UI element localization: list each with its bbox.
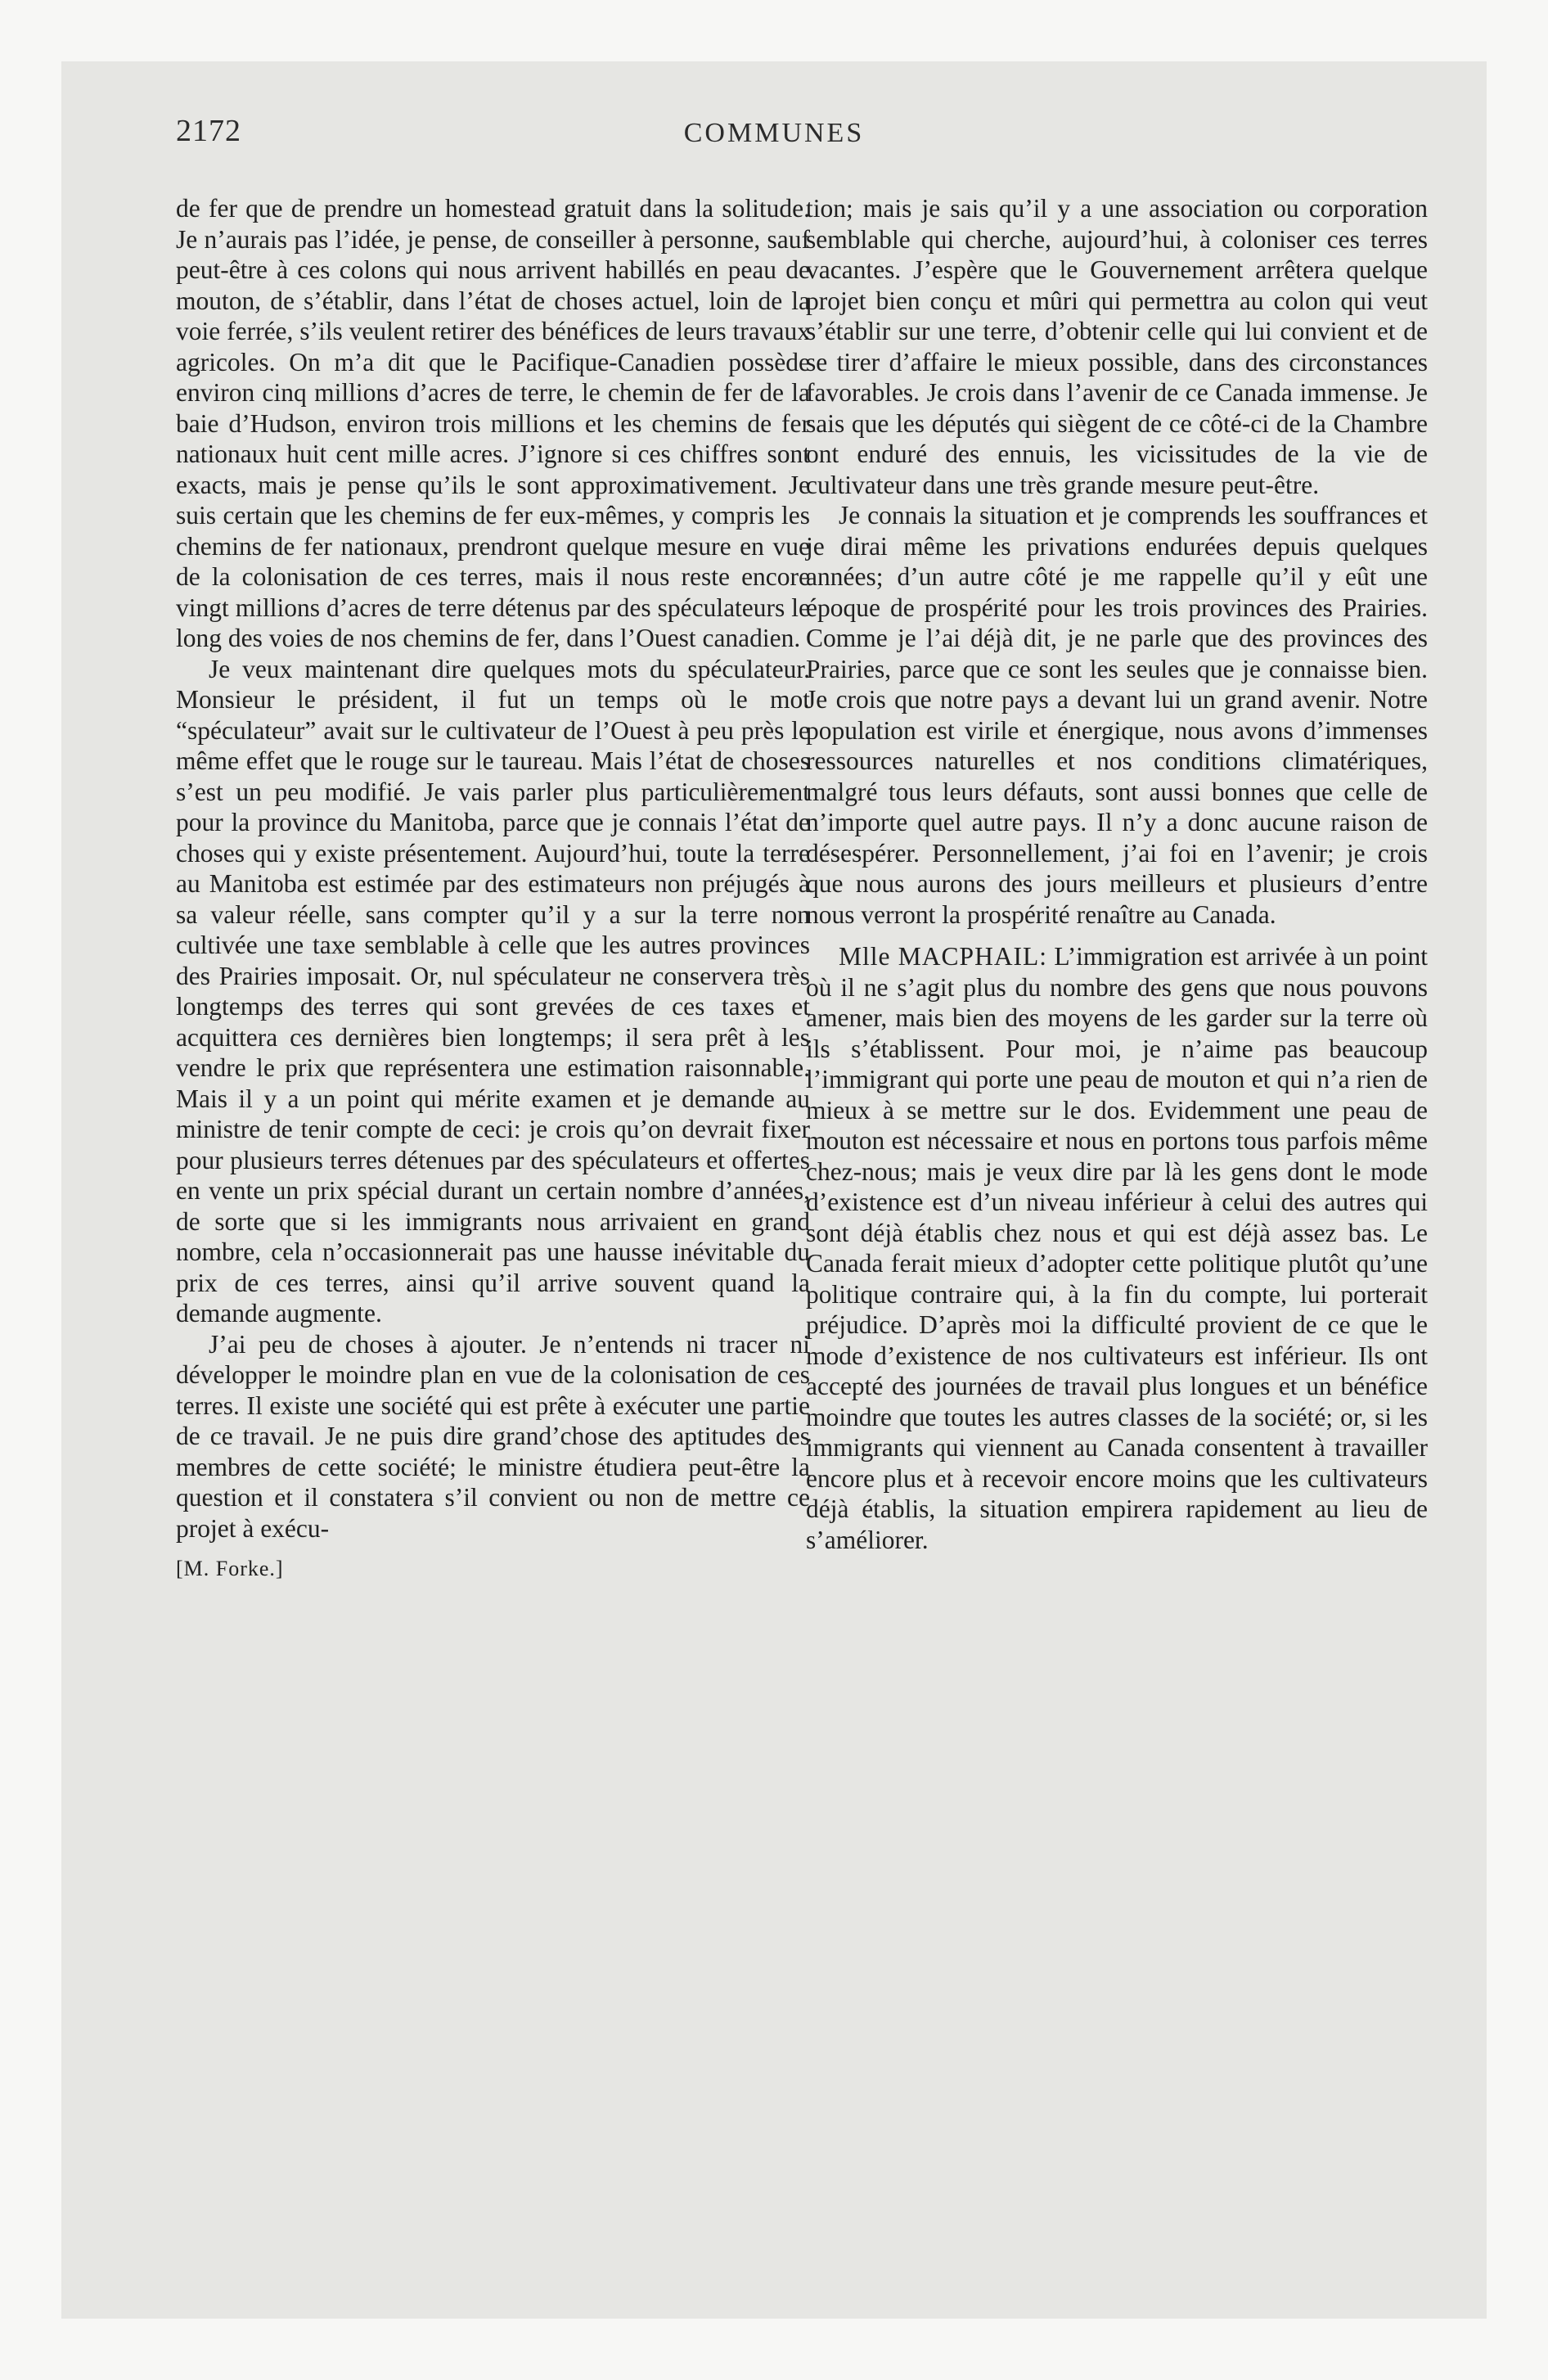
page-number: 2172 (176, 114, 241, 148)
paragraph: de fer que de prendre un homestead gratuit dans la solitude. Je n’aurais pas l’idée, je pense, de conseiller à personne, sauf peut-être à ces colons qui nous arrivent habillés en peau de mouton, de s’établir, dans l’état de choses actuel, loin de la voie ferrée, s’ils veulent retirer des bénéfices de leurs travaux agricoles. On m’a dit que le Pacifique-Canadien possède environ cinq millions d’acres de terre, le chemin de fer de la baie d’Hudson, environ trois millions et les chemins de fer nationaux huit cent mille acres. J’ignore si ces chiffres sont exacts, mais je pense qu’ils le sont approximativement. Je suis certain que les chemins de fer eux-mêmes, y compris les chemins de fer nationaux, prendront quelque mesure en vue de la colonisation de ces terres, mais il nous reste encore vingt millions d’acres de terre détenus par des spéculateurs le long des voies de nos chemins de fer, dans l’Ouest canadien. (176, 194, 810, 652)
paragraph: J’ai peu de choses à ajouter. Je n’entends ni tracer ni développer le moindre plan en vue de la colonisation de ces terres. Il existe une société qui est prête à exécuter une partie de ce travail. Je ne puis dire grand’chose des aptitudes des membres de cette société; le ministre étudiera peut-être la question et il constatera s’il convient ou non de mettre ce projet à exécu- (176, 1329, 810, 1543)
paragraph: tion; mais je sais qu’il y a une association ou corporation semblable qui cherche, aujourd’hui, à coloniser ces terres vacantes. J’espère que le Gouvernement arrêtera quelque projet bien conçu et mûri qui permettra au colon qui veut s’établir sur une terre, d’obtenir celle qui lui convient et de se tirer d’affaire le mieux possible, dans des circonstances favorables. Je crois dans l’avenir de ce Canada immense. Je sais que les députés qui siègent de ce côté-ci de la Chambre ont enduré des ennuis, les vicissitudes de la vie de cultivateur dans une très grande mesure peut-être. (806, 194, 1428, 499)
running-title: COMMUNES (683, 118, 865, 148)
paragraph-speech (806, 941, 1428, 1555)
speaker-attribution: [M. Forke.] (176, 1557, 284, 1580)
paragraph: Je connais la situation et je comprends les souffrances et je dirai même les privations endurées depuis quelques années; d’un autre côté je me rappelle qu’il y eût une époque de prospérité pour les trois provinces des Prairies. Comme je l’ai déjà dit, je ne parle que des provinces des Prairies, parce que ce sont les seules que je connaisse bien. Je crois que notre pays a devant lui un grand avenir. Notre population est virile et énergique, nous avons d’immenses ressources naturelles et nos conditions climatériques, malgré tous leurs défauts, sont aussi bonnes que celle de n’importe quel autre pays. Il n’y a donc aucune raison de désespérer. Personnellement, j’ai foi en l’avenir; je crois que nous aurons des jours meilleurs et plusieurs d’entre nous verront la prospérité renaître au Canada. (806, 501, 1428, 929)
paragraph: Je veux maintenant dire quelques mots du spéculateur. Monsieur le président, il fut un temps où le mot “spéculateur” avait sur le cultivateur de l’Ouest à peu près le même effet que le rouge sur le taureau. Mais l’état de choses s’est un peu modifié. Je vais parler plus particulièrement pour la province du Manitoba, parce que je connais l’état de choses qui y existe présentement. Aujourd’hui, toute la terre au Manitoba est estimée par des estimateurs non préjugés à sa valeur réelle, sans compter qu’il y a sur la terre non cultivée une taxe semblable à celle que les autres provinces des Prairies imposait. Or, nul spéculateur ne conservera très longtemps des terres qui sont grevées de ces taxes et acquittera ces dernières bien longtemps; il sera prêt à les vendre le prix que représentera une estimation raisonnable. Mais il y a un point qui mérite examen et je demande au ministre de tenir compte de ceci: je crois qu’on devrait fixer pour plusieurs terres détenues par des spéculateurs et offertes en vente un prix spécial durant un certain nombre d’années, de sorte que si les immigrants nous arrivaient en grand nombre, cela n’occasionnerait pas une hausse inévitable du prix de ces terres, ainsi qu’il arrive souvent quand la demande augmente. (176, 654, 810, 1327)
right-column (806, 193, 1428, 1555)
speaker-name: Mlle MACPHAIL: (839, 942, 1048, 971)
left-column (176, 193, 810, 1584)
speech-text: L’immigration est arrivée à un point où il ne s’agit plus du nombre des gens que nous pouvons amener, mais bien des moyens de les garder sur la terre où ils s’établissent. Pour moi, je n’aime pas beaucoup l’immigrant qui porte une peau de mouton et qui n’a rien de mieux à se mettre sur le dos. Evidemment une peau de mouton est nécessaire et nous en portons tous parfois même chez-nous; mais je veux dire par là les gens dont le mode d’existence est d’un niveau inférieur à celui des autres qui sont déjà établis chez nous et qui est déjà assez bas. Le Canada ferait mieux d’adopter cette politique plutôt qu’une politique contraire qui, à la fin du compte, lui porterait préjudice. D’après moi la difficulté provient de ce que le mode d’existence de nos cultivateurs est inférieur. Ils ont accepté des journées de travail plus longues et un bénéfice moindre que toutes les autres classes de la société; or, si les immigrants qui viennent au Canada consentent à travailler encore plus et à recevoir encore moins que les cultivateurs déjà établis, la situation empirera rapidement au lieu de s’améliorer. (806, 942, 1428, 1554)
page-header (176, 106, 1372, 156)
